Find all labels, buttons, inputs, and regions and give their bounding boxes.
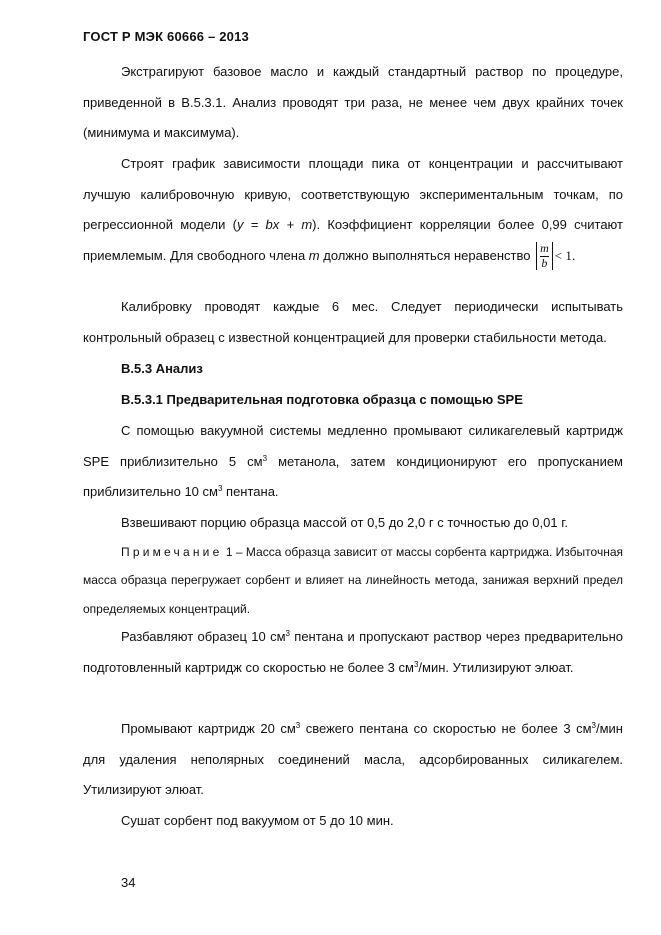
paragraph-text: свежего пентана со скоростью не более 3 см: [300, 721, 592, 736]
paragraph-dilution: [83, 622, 623, 683]
paragraph-text: пентана и пропускают раствор через предварительно подготовленный картридж со скоростью не более 3 см: [83, 629, 623, 675]
page-number: 34: [121, 875, 136, 890]
paragraph-extraction: [83, 57, 623, 149]
paragraph-text: ). Коэффициент корреляции более 0,99 считают приемлемым. Для свободного члена: [83, 217, 623, 263]
fraction-numerator: m: [540, 241, 549, 256]
note-paragraph: [83, 538, 623, 623]
superscript: 3: [262, 453, 268, 463]
paragraph-text: Взвешивают порцию образца массой от 0,5 до 2,0 г с точностью до 0,01 г.: [121, 515, 568, 530]
note-label: Примечание: [121, 545, 223, 559]
paragraph-text: Калибровку проводят каждые 6 мес. Следует периодически испытывать контрольный образец с известной концентрацией для проверки стабильности метода.: [83, 299, 623, 345]
paragraph-text: /мин для удаления неполярных соединений масла, адсорбированных силикагелем. Утилизируют элюат.: [83, 721, 623, 798]
regression-formula: y = bx + m: [236, 217, 313, 233]
paragraph-text: С помощью вакуумной системы медленно промывают силикагелевый картридж SPE приблизительно 5 см: [83, 423, 623, 469]
section-heading-spe-prep: B.5.3.1 Предварительная подготовка образца с помощью SPE: [121, 392, 523, 407]
paragraph-text: пентана.: [222, 484, 279, 500]
variable-m: m: [308, 247, 320, 263]
paragraph-text: /мин. Утилизируют элюат.: [418, 659, 574, 675]
fraction-denominator: b: [541, 256, 548, 271]
paragraph-spe-conditioning: [83, 416, 623, 508]
section-heading-analysis: B.5.3 Анализ: [121, 361, 203, 376]
paragraph-text: должно выполняться неравенство: [319, 247, 535, 263]
superscript: 3: [591, 721, 596, 730]
paragraph-text: Строят график зависимости площади пика от концентрации и рассчитывают лучшую калибровочную кривую, соответствующую экспериментальным точкам, по регрессионной модели (: [83, 156, 623, 233]
paragraph-text: Экстрагируют базовое масло и каждый стандартный раствор по процедуре, приведенной в B.5.3.1. Анализ проводят три раза, не менее чем двух крайних точек (минимума и максимума).: [83, 64, 623, 141]
paragraph-text: .: [571, 247, 576, 263]
paragraph-text: Сушат сорбент под вакуумом от 5 до 10 мин.: [121, 813, 394, 828]
paragraph-calibration-curve: [83, 149, 623, 271]
paragraph-drying: [83, 806, 623, 837]
superscript: 3: [285, 629, 290, 638]
paragraph-text: Промывают картридж 20 см: [121, 721, 296, 736]
paragraph-calibration-period: [83, 292, 623, 353]
superscript: 3: [217, 484, 223, 494]
superscript: 3: [413, 659, 419, 669]
inequality-tail: < 1: [554, 247, 572, 263]
paragraph-weighing: [83, 508, 623, 539]
paragraph-text: метанола, затем кондиционируют его пропусканием приблизительно 10 см: [83, 453, 623, 500]
superscript: 3: [295, 721, 301, 730]
document-header: ГОСТ Р МЭК 60666 – 2013: [83, 29, 249, 44]
inequality-fraction: [536, 242, 553, 270]
paragraph-text: Разбавляют образец 10 см: [121, 629, 286, 644]
note-text: 1 – Масса образца зависит от массы сорбента картриджа. Избыточная масса образца перегружает сорбент и влияет на линейность метода, занижая верхний предел определяемых концентраций.: [83, 545, 623, 616]
paragraph-washing: [83, 714, 623, 806]
